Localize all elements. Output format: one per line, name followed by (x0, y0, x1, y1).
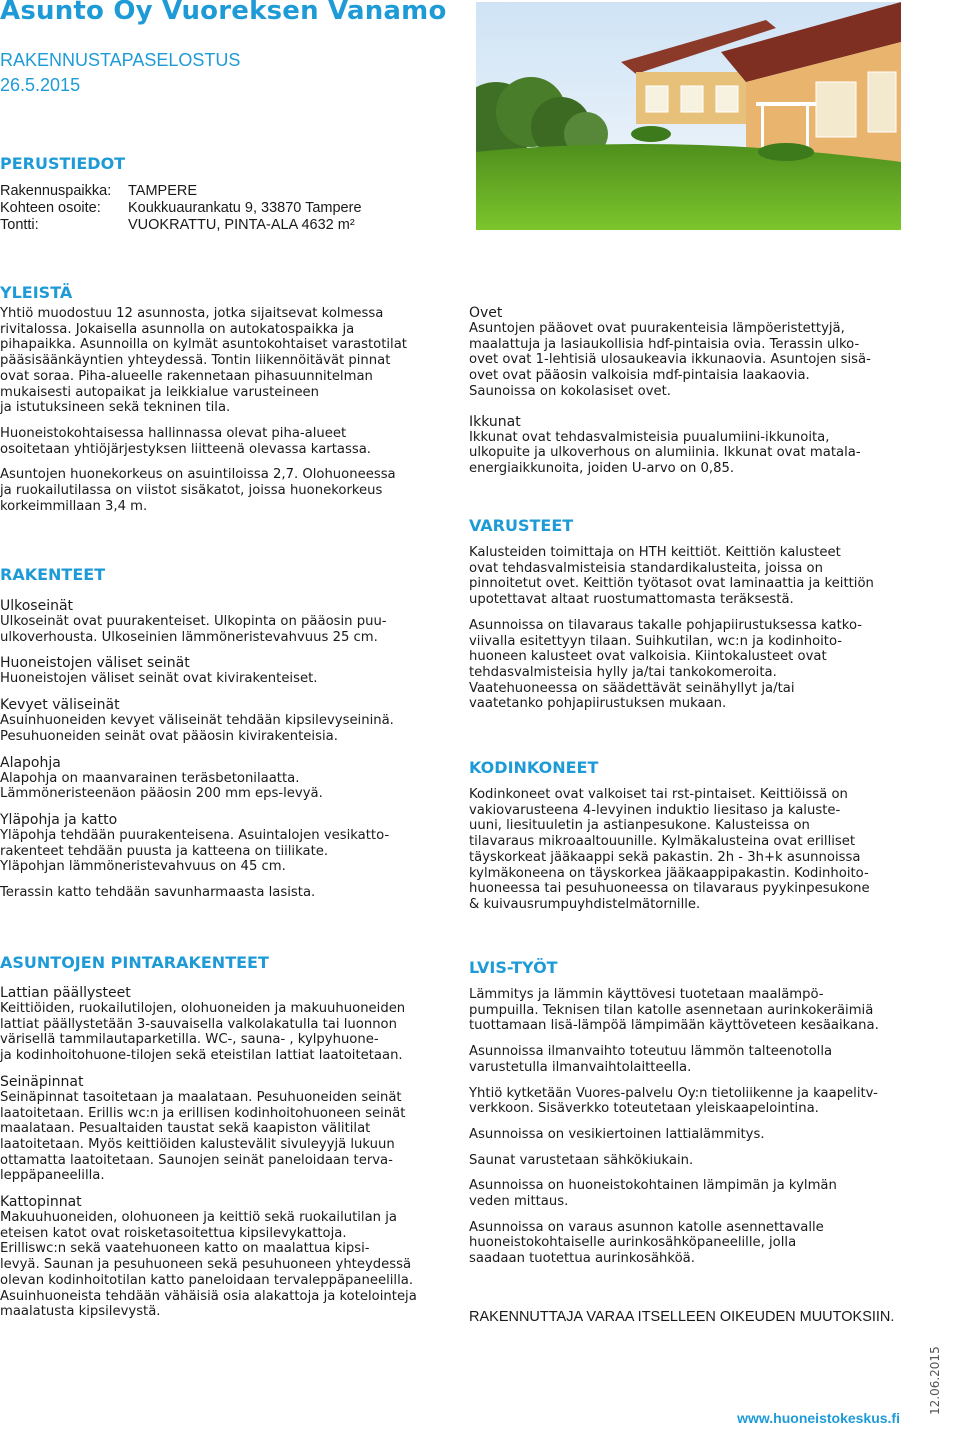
perustiedot-row (0, 200, 362, 217)
valiset-title: Huoneistojen väliset seinät (0, 655, 190, 672)
text-line: Terassin katto tehdään savunharmaasta lasista. (0, 885, 316, 901)
ovet-title: Ovet (469, 305, 503, 321)
varusteet-section (469, 545, 939, 712)
perustiedot-table (0, 183, 362, 234)
rakenteet-heading: RAKENTEET (0, 565, 106, 584)
text-line: vaatetanko pohjapiirustuksen mukaan. (469, 696, 727, 712)
text-line: ovet ovat 1-lehtisiä ulosaukeavia ikkunaovia. Asuntojen sisä- (469, 352, 871, 368)
text-line: viivalla esitettyyn tilaan. Suihkutilan, wc:n ja kodinhoito- (469, 633, 843, 649)
text-line: korkeimmillaan 3,4 m. (0, 498, 148, 514)
text-line: vakiovarusteena 4-levyinen induktio liesitaso ja kaluste- (469, 802, 841, 818)
text-line: ovat tehdasvalmisteisia standardikalusteita, joissa on (469, 560, 823, 576)
text-line: veden mittaus. (469, 1194, 569, 1210)
text-line: laatoitetaan. Myös keittiöiden kalustevälit sivuleyyjä lukuun (0, 1136, 395, 1152)
text-line: ulkoverhousta. Ulkoseinien lämmöneristevahvuus 25 cm. (0, 629, 378, 645)
text-line: tuottamaan lisä-lämpöä lämpimään käyttöveteen kesäaikana. (469, 1018, 879, 1034)
text-line: pinnoitetut ovet. Keittiön työtasot ovat laminaattia ja keittiön (469, 576, 874, 592)
text-line: olevan kodinhoitotilan katto paneloidaan tervaleppäpaneelilla. (0, 1272, 414, 1288)
katot-title: Kattopinnat (0, 1194, 82, 1211)
text-line: Saunat varustetaan sähkökiukain. (469, 1152, 694, 1168)
text-line: energiaikkunoita, joiden U-arvo on 0,85. (469, 460, 735, 476)
text-line: ovat soraa. Piha-alueelle rakennetaan pihasuunnitelman (0, 368, 373, 384)
lattia-title: Lattian päällysteet (0, 985, 131, 1001)
text-line: leppäpaneelilla. (0, 1168, 105, 1184)
text-line: Huoneistokohtaisessa hallinnassa olevat piha-alueet (0, 425, 347, 441)
perustiedot-value: TAMPERE (128, 183, 198, 199)
text-line: Yhtiö kytketään Vuores-palvelu Oy:n tietoliikenne ja kaapelitv- (469, 1085, 878, 1101)
text-line: pääsisäänkäyntien yhteydessä. Tontin liikennöitävät pinnat (0, 353, 391, 369)
ovet-ikkunat-section (469, 305, 939, 477)
text-line: tilavaraus mikroaaltouunille. Kylmäkalusteina ovat erilliset (469, 834, 856, 850)
house-photo (476, 2, 901, 230)
text-line: ja kodinhoitohuone-tilojen sekä eteistilan lattiat laatoitetaan. (0, 1048, 403, 1064)
text-line: Keittiöiden, ruokailutilojen, olohuoneiden ja makuuhuoneiden (0, 1001, 406, 1016)
text-line: huoneistokohtaiselle aurinkosähköpaneelille, jolla (469, 1235, 797, 1251)
text-line: verkkoon. Sisäverkko toteutetaan yleiskaapelointina. (469, 1101, 819, 1117)
text-line: Saunoissa on kokolasiset ovet. (469, 383, 671, 399)
text-line: maalatusta kipsilevystä. (0, 1304, 161, 1320)
doc-type: RAKENNUSTAPASELOSTUS (0, 50, 241, 70)
text-line: saadaan tuotettua aurinkosähköä. (469, 1251, 695, 1267)
perustiedot-heading: PERUSTIEDOT (0, 154, 126, 173)
seinat-title: Seinäpinnat (0, 1073, 84, 1090)
text-line: maalataan. Pesualtaiden taustat sekä kaapiston välitilat (0, 1121, 371, 1137)
text-line: maalattuja ja lasiaukollisia hdf-pintaisia ovia. Terassin ulko- (469, 336, 860, 352)
text-line: Alapohja on maanvarainen teräsbetonilaatta. (0, 770, 300, 786)
text-line: Yläpohja tehdään puurakenteisena. Asuintalojen vesikatto- (0, 827, 390, 843)
perustiedot-key: Rakennuspaikka: (0, 183, 112, 199)
text-line: Asuinhuoneista tehdään vähäisiä osia alakattoja ja kotelointeja (0, 1288, 417, 1304)
document-subtitle (0, 48, 240, 98)
text-line: Yhtiö muodostuu 12 asunnosta, jotka sijaitsevat kolmessa (0, 306, 384, 321)
pintarakenteet-section (0, 985, 455, 1320)
text-line: Ikkunat ovat tehdasvalmisteisia puualumiini-ikkunoita, (469, 429, 830, 445)
text-line: ottamatta laatoitetaan. Saunojen seinät paneloidaan terva- (0, 1152, 393, 1168)
text-line: levyä. Saunan ja pesuhuoneen sekä pesuhuoneen yhteydessä (0, 1257, 412, 1273)
yleista-heading: YLEISTÄ (0, 283, 73, 302)
text-line: ovet ovat pääosin valkoisia mdf-pintaisia laakaovia. (469, 368, 810, 384)
perustiedot-row (0, 217, 362, 234)
text-line: osoitetaan yhtiöjärjestyksen liitteenä olevassa kartassa. (0, 441, 371, 457)
text-line: Lämmitys ja lämmin käyttövesi tuotetaan maalämpö- (469, 987, 824, 1002)
kevyet-title: Kevyet väliseinät (0, 697, 120, 714)
varusteet-heading: VARUSTEET (469, 516, 574, 535)
text-line: Huoneistojen väliset seinät ovat kivirakenteiset. (0, 671, 318, 687)
ylapohja-title: Yläpohja ja katto (0, 811, 118, 828)
perustiedot-value: Koukkuaurankatu 9, 33870 Tampere (128, 200, 362, 216)
text-line: täyskorkeat jääkaappi sekä pakastin. 2h - 3h+k asunnoissa (469, 849, 861, 865)
text-line: Asuntojen huonekorkeus on asuintiloissa 2,7. Olohuoneessa (0, 467, 396, 483)
text-line: pihapaikka. Asunnoilla on kylmät asuntokohtaiset varastotilat (0, 337, 407, 353)
text-line: eteisen katot ovat roisketasoitettua kipsilevykattoja. (0, 1225, 347, 1241)
footer-url-link[interactable]: www.huoneistokeskus.fi (737, 1410, 900, 1426)
footer-date: 12.06.2015 (928, 1346, 942, 1415)
perustiedot-key: Kohteen osoite: (0, 200, 101, 216)
doc-date: 26.5.2015 (0, 75, 81, 95)
text-line: lattiat päällystetään 3-sauvaisella valkolakatulla tai luonnon (0, 1016, 397, 1032)
text-line: värisellä tammilautaparketilla. WC-, sauna- , kylpyhuone- (0, 1032, 379, 1048)
text-line: & kuivausrumpuyhdistelmätornille. (469, 896, 701, 912)
perustiedot-value: VUOKRATTU, PINTA-ALA 4632 m² (128, 217, 355, 233)
rakenteet-section (0, 598, 450, 901)
perustiedot-row (0, 183, 362, 200)
text-line: ulkopuite ja ulkoverhous on alumiinia. Ikkunat ovat matala- (469, 445, 861, 461)
text-line: ja ruokailutilassa on viistot sisäkatot, joissa huonekorkeus (0, 483, 383, 499)
ikkunat-title: Ikkunat (469, 413, 521, 430)
text-line: Erilliswc:n sekä vaatehuoneen katto on maalattua kipsi- (0, 1241, 370, 1257)
text-line: rivitalossa. Jokaisella asunnolla on autokatospaikka ja (0, 321, 355, 337)
text-line: laatoitetaan. Erillis wc:n ja erillisen kodinhoitohuoneen seinät (0, 1105, 406, 1121)
yleista-section (0, 306, 450, 514)
text-line: Ulkoseinät ovat puurakenteiset. Ulkopinta on pääosin puu- (0, 614, 387, 629)
pintarakenteet-heading: ASUNTOJEN PINTARAKENTEET (0, 953, 269, 972)
text-line: tehdasvalmisteisia hylly ja/tai tankokomeroita. (469, 664, 777, 680)
text-line: varustetulla ilmanvaihtolaitteella. (469, 1059, 692, 1075)
text-line: Kodinkoneet ovat valkoiset tai rst-pintaiset. Keittiöissä on (469, 787, 848, 802)
alapohja-title: Alapohja (0, 754, 61, 771)
text-line: rakenteet tehdään puusta ja katteena on tiilikate. (0, 843, 329, 859)
text-line: Asunnoissa on huoneistokohtainen lämpimän ja kylmän (469, 1178, 837, 1194)
kodinkoneet-section (469, 787, 939, 913)
text-line: pumpuilla. Teknisen tilan katolle asennetaan aurinkokeräimiä (469, 1002, 874, 1018)
document-title: Asunto Oy Vuoreksen Vanamo (0, 0, 447, 26)
notice-text: RAKENNUTTAJA VARAA ITSELLEEN OIKEUDEN MUUTOKSIIN. (469, 1309, 895, 1325)
text-line: Asunnoissa on tilavaraus takalle pohjapiirustuksessa katko- (469, 617, 863, 633)
text-line: Asunnoissa on varaus asunnon katolle asennettavalle (469, 1219, 824, 1235)
text-line: Asunnoissa on vesikiertoinen lattialämmitys. (469, 1126, 765, 1142)
text-line: Yläpohjan lämmöneristevahvuus on 45 cm. (0, 859, 286, 875)
text-line: Seinäpinnat tasoitetaan ja maalataan. Pesuhuoneiden seinät (0, 1089, 402, 1105)
text-line: Makuuhuoneiden, olohuoneen ja keittiö sekä ruokailutilan ja (0, 1210, 397, 1226)
text-line: Asunnoissa ilmanvaihto toteutuu lämmön talteenotolla (469, 1044, 833, 1060)
lvis-section (469, 987, 939, 1267)
text-line: Vaatehuoneessa on säädettävät seinähyllyt ja/tai (469, 680, 795, 696)
kodinkoneet-heading: KODINKONEET (469, 758, 599, 777)
text-line: Asuinhuoneiden kevyet väliseinät tehdään kipsilevyseininä. (0, 713, 394, 729)
lvis-heading: LVIS-TYÖT (469, 958, 558, 977)
text-line: Kalusteiden toimittaja on HTH keittiöt. Keittiön kalusteet (469, 545, 841, 560)
text-line: uuni, liesituuletin ja astianpesukone. Kalusteissa on (469, 818, 810, 834)
text-line: Lämmöneristeenäon pääosin 200 mm eps-levyä. (0, 786, 323, 802)
ulkoseinat-title: Ulkoseinät (0, 598, 74, 614)
perustiedot-key: Tontti: (0, 217, 39, 233)
text-line: mukaisesti autopaikat ja leikkialue varusteineen (0, 384, 320, 400)
text-line: huoneessa tai pesuhuoneessa on tilavaraus pyykinpesukone (469, 881, 870, 897)
text-line: ja istutuksineen sekä tekninen tila. (0, 400, 231, 416)
text-line: upotettavat altaat ruostumattomasta teräksestä. (469, 592, 794, 608)
text-line: Asuntojen pääovet ovat puurakenteisia lämpöeristettyjä, (469, 321, 845, 336)
text-line: kylmäkoneena on täyskorkea jääkaappipakastin. Kodinhoito- (469, 865, 869, 881)
text-line: huoneen kalusteet ovat valkoisia. Kiintokalusteet ovat (469, 649, 827, 665)
text-line: Pesuhuoneiden seinät ovat pääosin kivirakenteisia. (0, 728, 338, 744)
